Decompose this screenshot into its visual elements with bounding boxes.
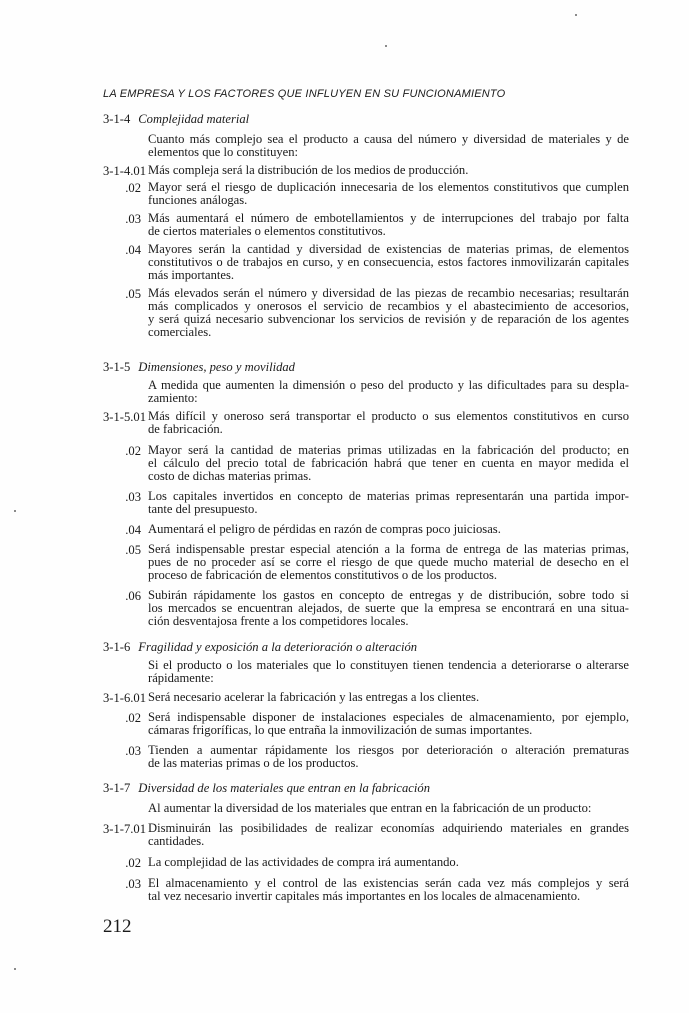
item-number: .03: [125, 212, 141, 226]
paragraph-text: [148, 181, 629, 207]
text-line: Los capitales invertidos en concepto de materias primas representarán una partida impor-: [148, 489, 629, 503]
item-number: .02: [125, 711, 141, 725]
text-line: Subirán rápidamente los gastos en concepto de entregas y de distribución, sobre todo si: [148, 588, 629, 602]
item-number: .06: [125, 589, 141, 603]
text-line: Mayor será la cantidad de materias primas utilizadas en la fabricación del producto; en: [148, 443, 629, 457]
scan-speck: [385, 45, 387, 47]
paragraph-text: [148, 379, 629, 405]
text-line: funciones análogas.: [148, 193, 248, 207]
text-line: de fabricación.: [148, 422, 223, 436]
paragraph-text: [148, 164, 629, 177]
paragraph-text: [148, 691, 629, 704]
section-title: Fragilidad y exposición a la deterioración o alteración: [138, 640, 418, 654]
scan-speck: [14, 968, 16, 970]
section-number: 3-1-5: [103, 360, 131, 374]
text-line: proceso de fabricación de elementos constitutivos o de los productos.: [148, 568, 498, 582]
item-number: 3-1-6.01: [103, 691, 147, 705]
section-number: 3-1-4: [103, 112, 131, 126]
section-title: Diversidad de los materiales que entran en la fabricación: [138, 781, 430, 795]
text-line: el cálculo del precio total de fabricación habrá que tener en cuenta en mayor medida el: [148, 456, 629, 470]
text-line: comerciales.: [148, 325, 212, 339]
paragraph-text: [148, 212, 629, 238]
section-title-line: [103, 640, 417, 655]
text-line: Disminuirán las posibilidades de realizar economías adquiriendo materiales en grandes: [148, 821, 629, 835]
item-number: .03: [125, 877, 141, 891]
paragraph-text: [148, 543, 629, 582]
text-line: tal vez necesario invertir capitales más importantes en los locales de almacenamiento.: [148, 889, 581, 903]
text-line: elementos que lo constituyen:: [148, 145, 299, 159]
text-line: pues de no proceder así se corre el riesgo de que quede mucho material de desecho en el: [148, 555, 629, 569]
paragraph-text: [148, 490, 629, 516]
item-number: .04: [125, 243, 141, 257]
item-number: .02: [125, 444, 141, 458]
paragraph-text: [148, 802, 629, 815]
text-line: Tienden a aumentar rápidamente los riesgos por deterioración o alteración prematuras: [148, 743, 629, 757]
text-line: cantidades.: [148, 834, 205, 848]
running-header: LA EMPRESA Y LOS FACTORES QUE INFLUYEN EN SU FUNCIONAMIENTO: [103, 88, 506, 100]
paragraph-text: [148, 444, 629, 483]
section-title-line: [103, 781, 430, 796]
text-line: A medida que aumenten la dimensión o peso del producto y las dificultades para su despla-: [148, 378, 629, 392]
item-number: 3-1-4.01: [103, 164, 147, 178]
text-line: de las materias primas o de los productos.: [148, 756, 359, 770]
section-number: 3-1-6: [103, 640, 131, 654]
paragraph-text: [148, 523, 629, 536]
item-number: .04: [125, 523, 141, 537]
item-number: 3-1-7.01: [103, 822, 147, 836]
text-line: costo de dichas materias primas.: [148, 469, 312, 483]
paragraph-text: [148, 243, 629, 282]
section-title-line: [103, 112, 249, 127]
text-line: Mayor será el riesgo de duplicación innecesaria de los elementos constitutivos que cumplen: [148, 180, 629, 194]
paragraph-text: [148, 711, 629, 737]
text-line: Si el producto o los materiales que lo constituyen tienen tendencia a deteriorarse o alterarse: [148, 658, 629, 672]
item-number: .02: [125, 181, 141, 195]
scan-speck: [575, 14, 577, 16]
text-line: más complicados y onerosos el servicio de recambios y el abastecimiento de accesorios,: [148, 299, 629, 313]
paragraph-text: [148, 659, 629, 685]
text-line: Más compleja será la distribución de los medios de producción.: [148, 163, 469, 177]
paragraph-text: [148, 877, 629, 903]
item-number: 3-1-5.01: [103, 410, 147, 424]
text-line: ción desventajosa frente a los competidores locales.: [148, 614, 409, 628]
text-line: Más difícil y oneroso será transportar el producto o sus elementos constitutivos en curso: [148, 409, 629, 423]
text-line: Cuanto más complejo sea el producto a causa del número y diversidad de materiales y de: [148, 132, 629, 146]
item-number: .03: [125, 490, 141, 504]
item-number: .03: [125, 744, 141, 758]
text-line: Será indispensable disponer de instalaciones especiales de almacenamiento, por ejemplo,: [148, 710, 629, 724]
section-title-line: [103, 360, 295, 375]
text-line: constitutivos o de trabajos en curso, y en consecuencia, estos factores inmovilizarán capitales: [148, 255, 629, 269]
section-number: 3-1-7: [103, 781, 131, 795]
section-title: Dimensiones, peso y movilidad: [138, 360, 295, 374]
text-line: Será indispensable prestar especial atención a la forma de entrega de las materias primas,: [148, 542, 629, 556]
text-line: Será necesario acelerar la fabricación y las entregas a los clientes.: [148, 690, 480, 704]
text-line: de ciertos materiales o elementos constitutivos.: [148, 224, 386, 238]
paragraph-text: [148, 410, 629, 436]
paragraph-text: [148, 744, 629, 770]
item-number: .05: [125, 287, 141, 301]
text-line: Al aumentar la diversidad de los materiales que entran en la fabricación de un producto:: [148, 801, 592, 815]
page-number: 212: [103, 916, 132, 937]
text-line: Más elevados serán el número y diversidad de las piezas de recambio necesarias; resultarán: [148, 286, 629, 300]
paragraph-text: [148, 287, 629, 339]
text-line: La complejidad de las actividades de compra irá aumentando.: [148, 855, 459, 869]
paragraph-text: [148, 856, 629, 869]
text-line: y será quizá necesario subvencionar los servicios de revisión y de reparación de los agentes: [148, 312, 629, 326]
text-line: zamiento:: [148, 391, 198, 405]
text-line: El almacenamiento y el control de las existencias serán cada vez más complejos y será: [148, 876, 629, 890]
text-line: tante del presupuesto.: [148, 502, 258, 516]
paragraph-text: [148, 822, 629, 848]
text-line: Mayores serán la cantidad y diversidad de existencias de materias primas, de elementos: [148, 242, 629, 256]
section-title: Complejidad material: [138, 112, 250, 126]
text-line: más importantes.: [148, 268, 235, 282]
item-number: .02: [125, 856, 141, 870]
text-line: cámaras frigoríficas, lo que entraña la inmovilización de sumas importantes.: [148, 723, 533, 737]
text-line: los mercados se encuentran alejados, de suerte que la empresa se encontrará en una situa-: [148, 601, 629, 615]
paragraph-text: [148, 133, 629, 159]
text-line: rápidamente:: [148, 671, 214, 685]
scan-speck: [14, 510, 16, 512]
paragraph-text: [148, 589, 629, 628]
text-line: Aumentará el peligro de pérdidas en razón de compras poco juiciosas.: [148, 522, 501, 536]
text-line: Más aumentará el número de embotellamientos y de interrupciones del trabajo por falta: [148, 211, 629, 225]
item-number: .05: [125, 543, 141, 557]
